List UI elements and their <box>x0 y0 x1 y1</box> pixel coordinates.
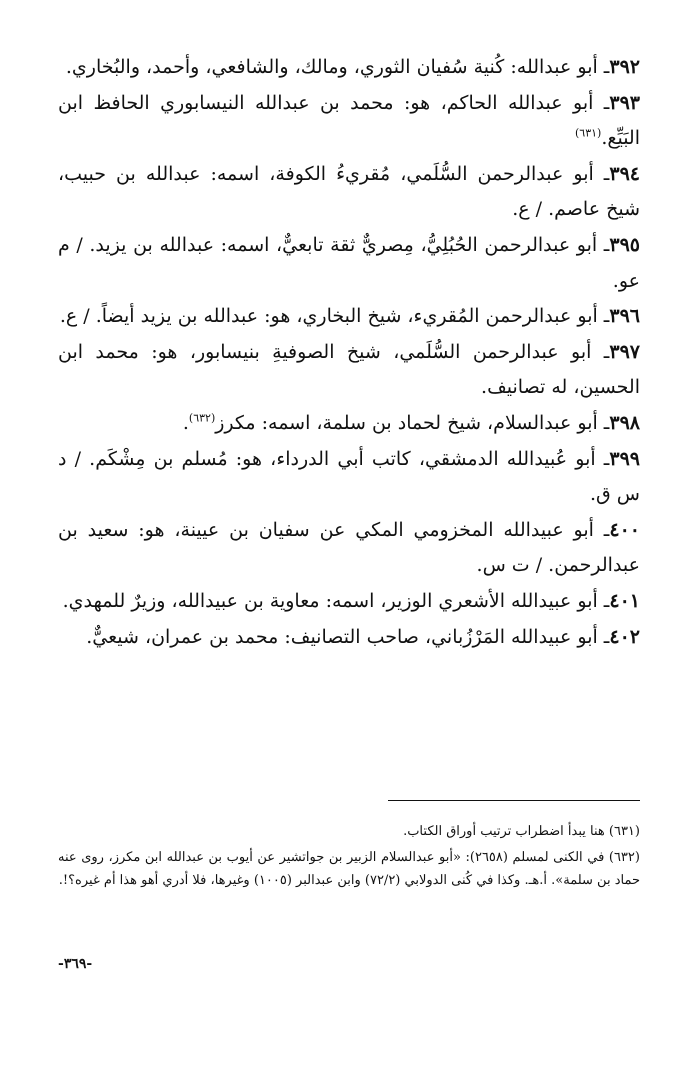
entry-tail: . <box>182 411 189 434</box>
entry-397 <box>58 335 640 406</box>
entry-text: ـ أبو عبدالله: كُنية سُفيان الثوري، ومالك، والشافعي، وأحمد، والبُخاري. <box>65 56 610 78</box>
entry-399 <box>58 442 640 513</box>
entry-396 <box>58 299 640 335</box>
footnote-reference[interactable]: (٦٣٢) <box>188 411 216 425</box>
entry-398 <box>58 406 640 442</box>
footnote-reference[interactable]: (٦٣١) <box>574 126 602 140</box>
entry-392 <box>58 50 640 86</box>
entry-list <box>58 50 640 655</box>
entry-number: ٤٠١ <box>609 589 640 612</box>
footnote-631 <box>58 820 640 843</box>
entry-text: ـ أبو عبدالرحمن السُّلَمي، مُقريءُ الكوفة، اسمه: عبدالله بن حبيب، شيخ عاصم. / ع. <box>58 162 640 221</box>
book-page <box>58 50 640 972</box>
entry-395 <box>58 228 640 299</box>
footnote-number: (٦٣٢) <box>608 850 640 865</box>
entry-number: ٤٠٢ <box>609 625 640 648</box>
entry-number: ٣٩٥ <box>609 233 640 256</box>
footnote-divider <box>388 800 640 801</box>
footnote-number: (٦٣١) <box>608 824 640 839</box>
entry-number: ٣٩٣ <box>609 91 640 114</box>
entry-text: ـ أبو عبدالرحمن المُقريء، شيخ البخاري، هو: عبدالله بن يزيد أيضاً. / ع. <box>59 305 610 328</box>
entry-text: ـ أبو عبدالله الحاكم، هو: محمد بن عبدالله النيسابوري الحافظ ابن البَيِّع. <box>58 91 640 150</box>
entry-number: ٤٠٠ <box>609 518 640 541</box>
entry-text: ـ أبو عبدالرحمن السُّلَمي، شيخ الصوفيةِ بنيسابور، هو: محمد ابن الحسين، له تصانيف. <box>58 340 640 399</box>
entry-number: ٣٩٦ <box>609 305 640 328</box>
footnote-text: هنا يبدأ اضطراب ترتيب أوراق الكتاب. <box>403 824 605 839</box>
entry-text: ـ أبو عبيدالله المخزومي المكي عن سفيان بن عيينة، هو: سعيد بن عبدالرحمن. / ت س. <box>58 518 640 577</box>
entry-number: ٣٩٤ <box>609 162 640 185</box>
page-number: -٣٦٩- <box>58 956 93 972</box>
entry-text: ـ أبو عُبيدالله الدمشقي، كاتب أبي الدرداء، هو: مُسلم بن مِشْكَم. / د س ق. <box>58 447 640 506</box>
footnote-text: في الكنى لمسلم (٢٦٥٨): «أبو عبدالسلام الزبير بن جواتشير عن أيوب بن عبدالله ابن مكرز، روى عنه حماد بن سلمة». أ.هـ. وكذا في كُنى الدولابي (٧٢/٢) وابن عبدالبر (١٠٠٥) وغيرها، فلا أدري أهو هذا أم غيره؟!. <box>58 850 640 888</box>
entry-text: ـ أبو عبدالرحمن الحُبُلِيُّ، مِصريٌّ ثقة تابعيٌّ، اسمه: عبدالله بن يزيد. / م عو. <box>58 233 640 292</box>
entry-401 <box>58 584 640 620</box>
entry-text: ـ أبو عبيدالله الأشعري الوزير، اسمه: معاوية بن عبيدالله، وزيرٌ للمهدي. <box>62 589 610 612</box>
entry-number: ٣٩٧ <box>609 340 640 363</box>
entry-393 <box>58 86 640 157</box>
footnotes <box>58 820 640 895</box>
entry-text: ـ أبو عبدالسلام، شيخ لحماد بن سلمة، اسمه: مكرز <box>215 411 610 434</box>
entry-400 <box>58 513 640 584</box>
entry-number: ٣٩٨ <box>609 411 640 434</box>
entry-text: ـ أبو عبيدالله المَرْزُباني، صاحب التصانيف: محمد بن عمران، شيعيٌّ. <box>86 625 610 648</box>
entry-number: ٣٩٢ <box>609 56 640 78</box>
footnote-632 <box>58 846 640 892</box>
entry-402 <box>58 620 640 656</box>
entry-394 <box>58 157 640 228</box>
entry-number: ٣٩٩ <box>609 447 640 470</box>
